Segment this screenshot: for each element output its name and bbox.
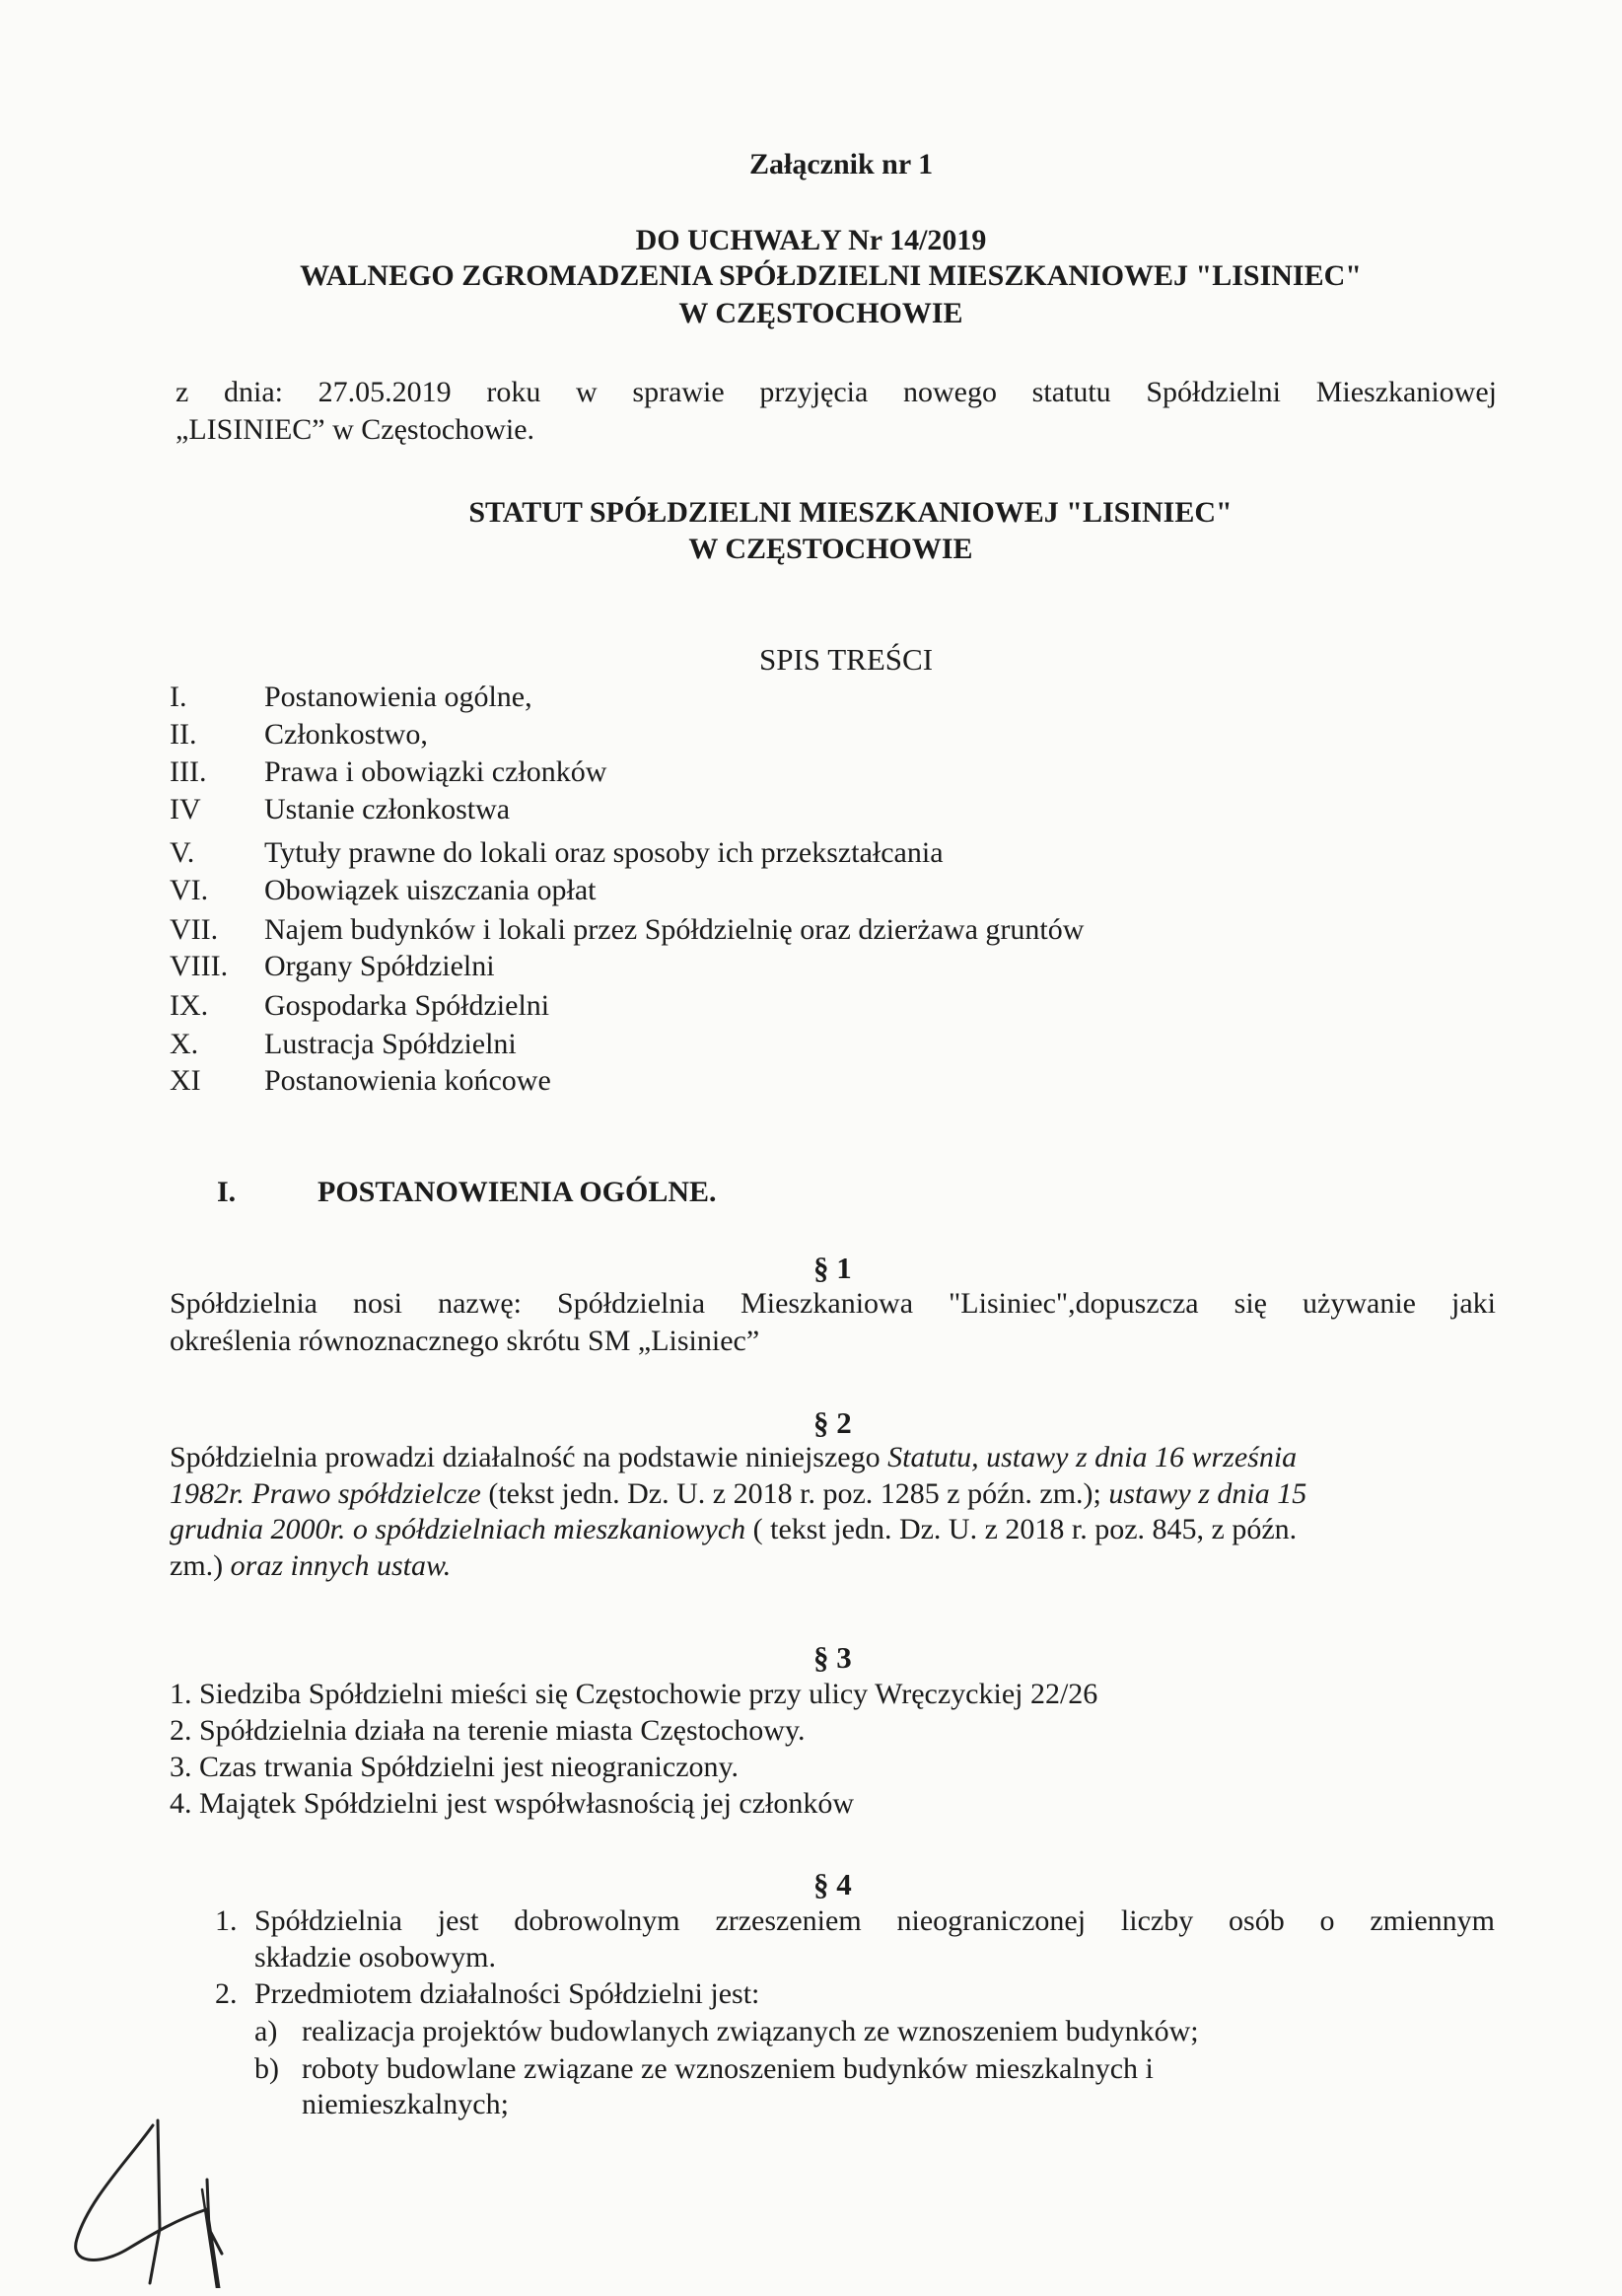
p4-item-b-label: b)	[254, 2052, 279, 2085]
p3-list-item: 2. Spółdzielnia działa na terenie miasta Częstochowy.	[170, 1714, 806, 1747]
p4-item1-line2: składzie osobowym.	[254, 1941, 496, 1973]
toc-item-number: VII.	[170, 913, 219, 946]
toc-item-text: Postanowienia końcowe	[264, 1064, 551, 1097]
statute-title-line2: W CZĘSTOCHOWIE	[688, 533, 973, 565]
toc-item-text: Gospodarka Spółdzielni	[264, 989, 550, 1022]
paragraph-mark-4: § 4	[813, 1867, 852, 1901]
toc-item-number: I.	[170, 681, 187, 713]
p2-line4	[170, 1548, 451, 1583]
p2-line1-text: Spółdzielnia prowadzi działalność na podstawie niniejszego	[170, 1441, 888, 1473]
p2-line2-text: (tekst jedn. Dz. U. z 2018 r. poz. 1285 z późn. zm.);	[480, 1477, 1109, 1510]
toc-item-text: Tytuły prawne do lokali oraz sposoby ich przekształcania	[264, 836, 944, 869]
statute-title-line1: STATUT SPÓŁDZIELNI MIESZKANIOWEJ "LISINIEC"	[468, 496, 1233, 529]
toc-item-text: Organy Spółdzielni	[264, 950, 495, 982]
p2-line1	[170, 1440, 1297, 1474]
resolution-line1: DO UCHWAŁY Nr 14/2019	[635, 224, 987, 256]
toc-item-text: Prawa i obowiązki członków	[264, 755, 607, 788]
p2-line4-italic: oraz innych ustaw.	[230, 1549, 452, 1582]
toc-item-number: VI.	[170, 874, 209, 906]
toc-item-text: Najem budynków i lokali przez Spółdzielnię oraz dzierżawa gruntów	[264, 913, 1085, 946]
resolution-line3: W CZĘSTOCHOWIE	[678, 297, 963, 329]
p2-line4-text: zm.)	[170, 1549, 231, 1582]
section-number: I.	[217, 1176, 237, 1208]
toc-item-number: IX.	[170, 989, 209, 1022]
p2-line1-italic: Statutu, ustawy z dnia 16 września	[887, 1441, 1298, 1473]
annex-label: Załącznik nr 1	[749, 148, 934, 180]
toc-item-text: Członkostwo,	[264, 718, 428, 751]
p4-item-a-label: a)	[254, 2015, 278, 2047]
p4-item-b-line1: roboty budowlane związane ze wznoszeniem budynków mieszkalnych i	[302, 2052, 1154, 2085]
toc-item-text: Lustracja Spółdzielni	[264, 1028, 517, 1060]
toc-item-number: V.	[170, 836, 195, 869]
signature-initials	[59, 2091, 256, 2288]
p4-item-b-line2: niemieszkalnych;	[302, 2088, 509, 2120]
p2-line3-italic: grudnia 2000r. o spółdzielniach mieszkaniowych	[170, 1513, 746, 1545]
p4-item2-text: Przedmiotem działalności Spółdzielni jest:	[254, 1977, 760, 2010]
toc-item-number: XI	[170, 1064, 201, 1097]
p4-item1-line1: Spółdzielnia jest dobrowolnym zrzeszeniem nieograniczonej liczby osób o zmiennym	[254, 1904, 1495, 1937]
p2-line2-italic-b: ustawy z dnia 15	[1108, 1477, 1307, 1510]
p4-item1-num: 1.	[215, 1904, 238, 1937]
p1-line1: Spółdzielnia nosi nazwę: Spółdzielnia Mieszkaniowa "Lisiniec",dopuszcza się używanie jaki	[170, 1287, 1496, 1320]
section-title: POSTANOWIENIA OGÓLNE.	[317, 1176, 717, 1208]
intro-line2: „LISINIEC” w Częstochowie.	[176, 413, 535, 446]
paragraph-mark-1: § 1	[813, 1251, 852, 1285]
toc-item-text: Obowiązek uiszczania opłat	[264, 874, 597, 906]
intro-line1: z dnia: 27.05.2019 roku w sprawie przyjęcia nowego statutu Spółdzielni Mieszkaniowej	[176, 376, 1497, 408]
p1-line2: określenia równoznacznego skrótu SM „Lisiniec”	[170, 1325, 760, 1357]
p4-item2-num: 2.	[215, 1977, 238, 2010]
paragraph-mark-3: § 3	[813, 1640, 852, 1675]
toc-item-number: X.	[170, 1028, 199, 1060]
p3-list-item: 3. Czas trwania Spółdzielni jest nieograniczony.	[170, 1751, 740, 1783]
resolution-line2: WALNEGO ZGROMADZENIA SPÓŁDZIELNI MIESZKANIOWEJ "LISINIEC"	[300, 259, 1362, 292]
p2-line2	[170, 1476, 1306, 1511]
p2-line2-italic-a: 1982r. Prawo spółdzielcze	[170, 1477, 481, 1510]
toc-item-text: Postanowienia ogólne,	[264, 681, 532, 713]
toc-item-number: II.	[170, 718, 197, 751]
toc-item-number: VIII.	[170, 950, 229, 982]
p4-item-a-text: realizacja projektów budowlanych związanych ze wznoszeniem budynków;	[302, 2015, 1199, 2047]
p2-line3	[170, 1512, 1297, 1546]
paragraph-mark-2: § 2	[813, 1405, 852, 1440]
p3-list-item: 1. Siedziba Spółdzielni mieści się Częstochowie przy ulicy Wręczyckiej 22/26	[170, 1678, 1098, 1710]
p3-list-item: 4. Majątek Spółdzielni jest współwłasnością jej członków	[170, 1787, 855, 1820]
toc-item-number: III.	[170, 755, 207, 788]
toc-title: SPIS TREŚCI	[759, 642, 934, 677]
toc-item-number: IV	[170, 793, 201, 825]
toc-item-text: Ustanie członkostwa	[264, 793, 511, 825]
p2-line3-text: ( tekst jedn. Dz. U. z 2018 r. poz. 845, z późn.	[745, 1513, 1298, 1545]
